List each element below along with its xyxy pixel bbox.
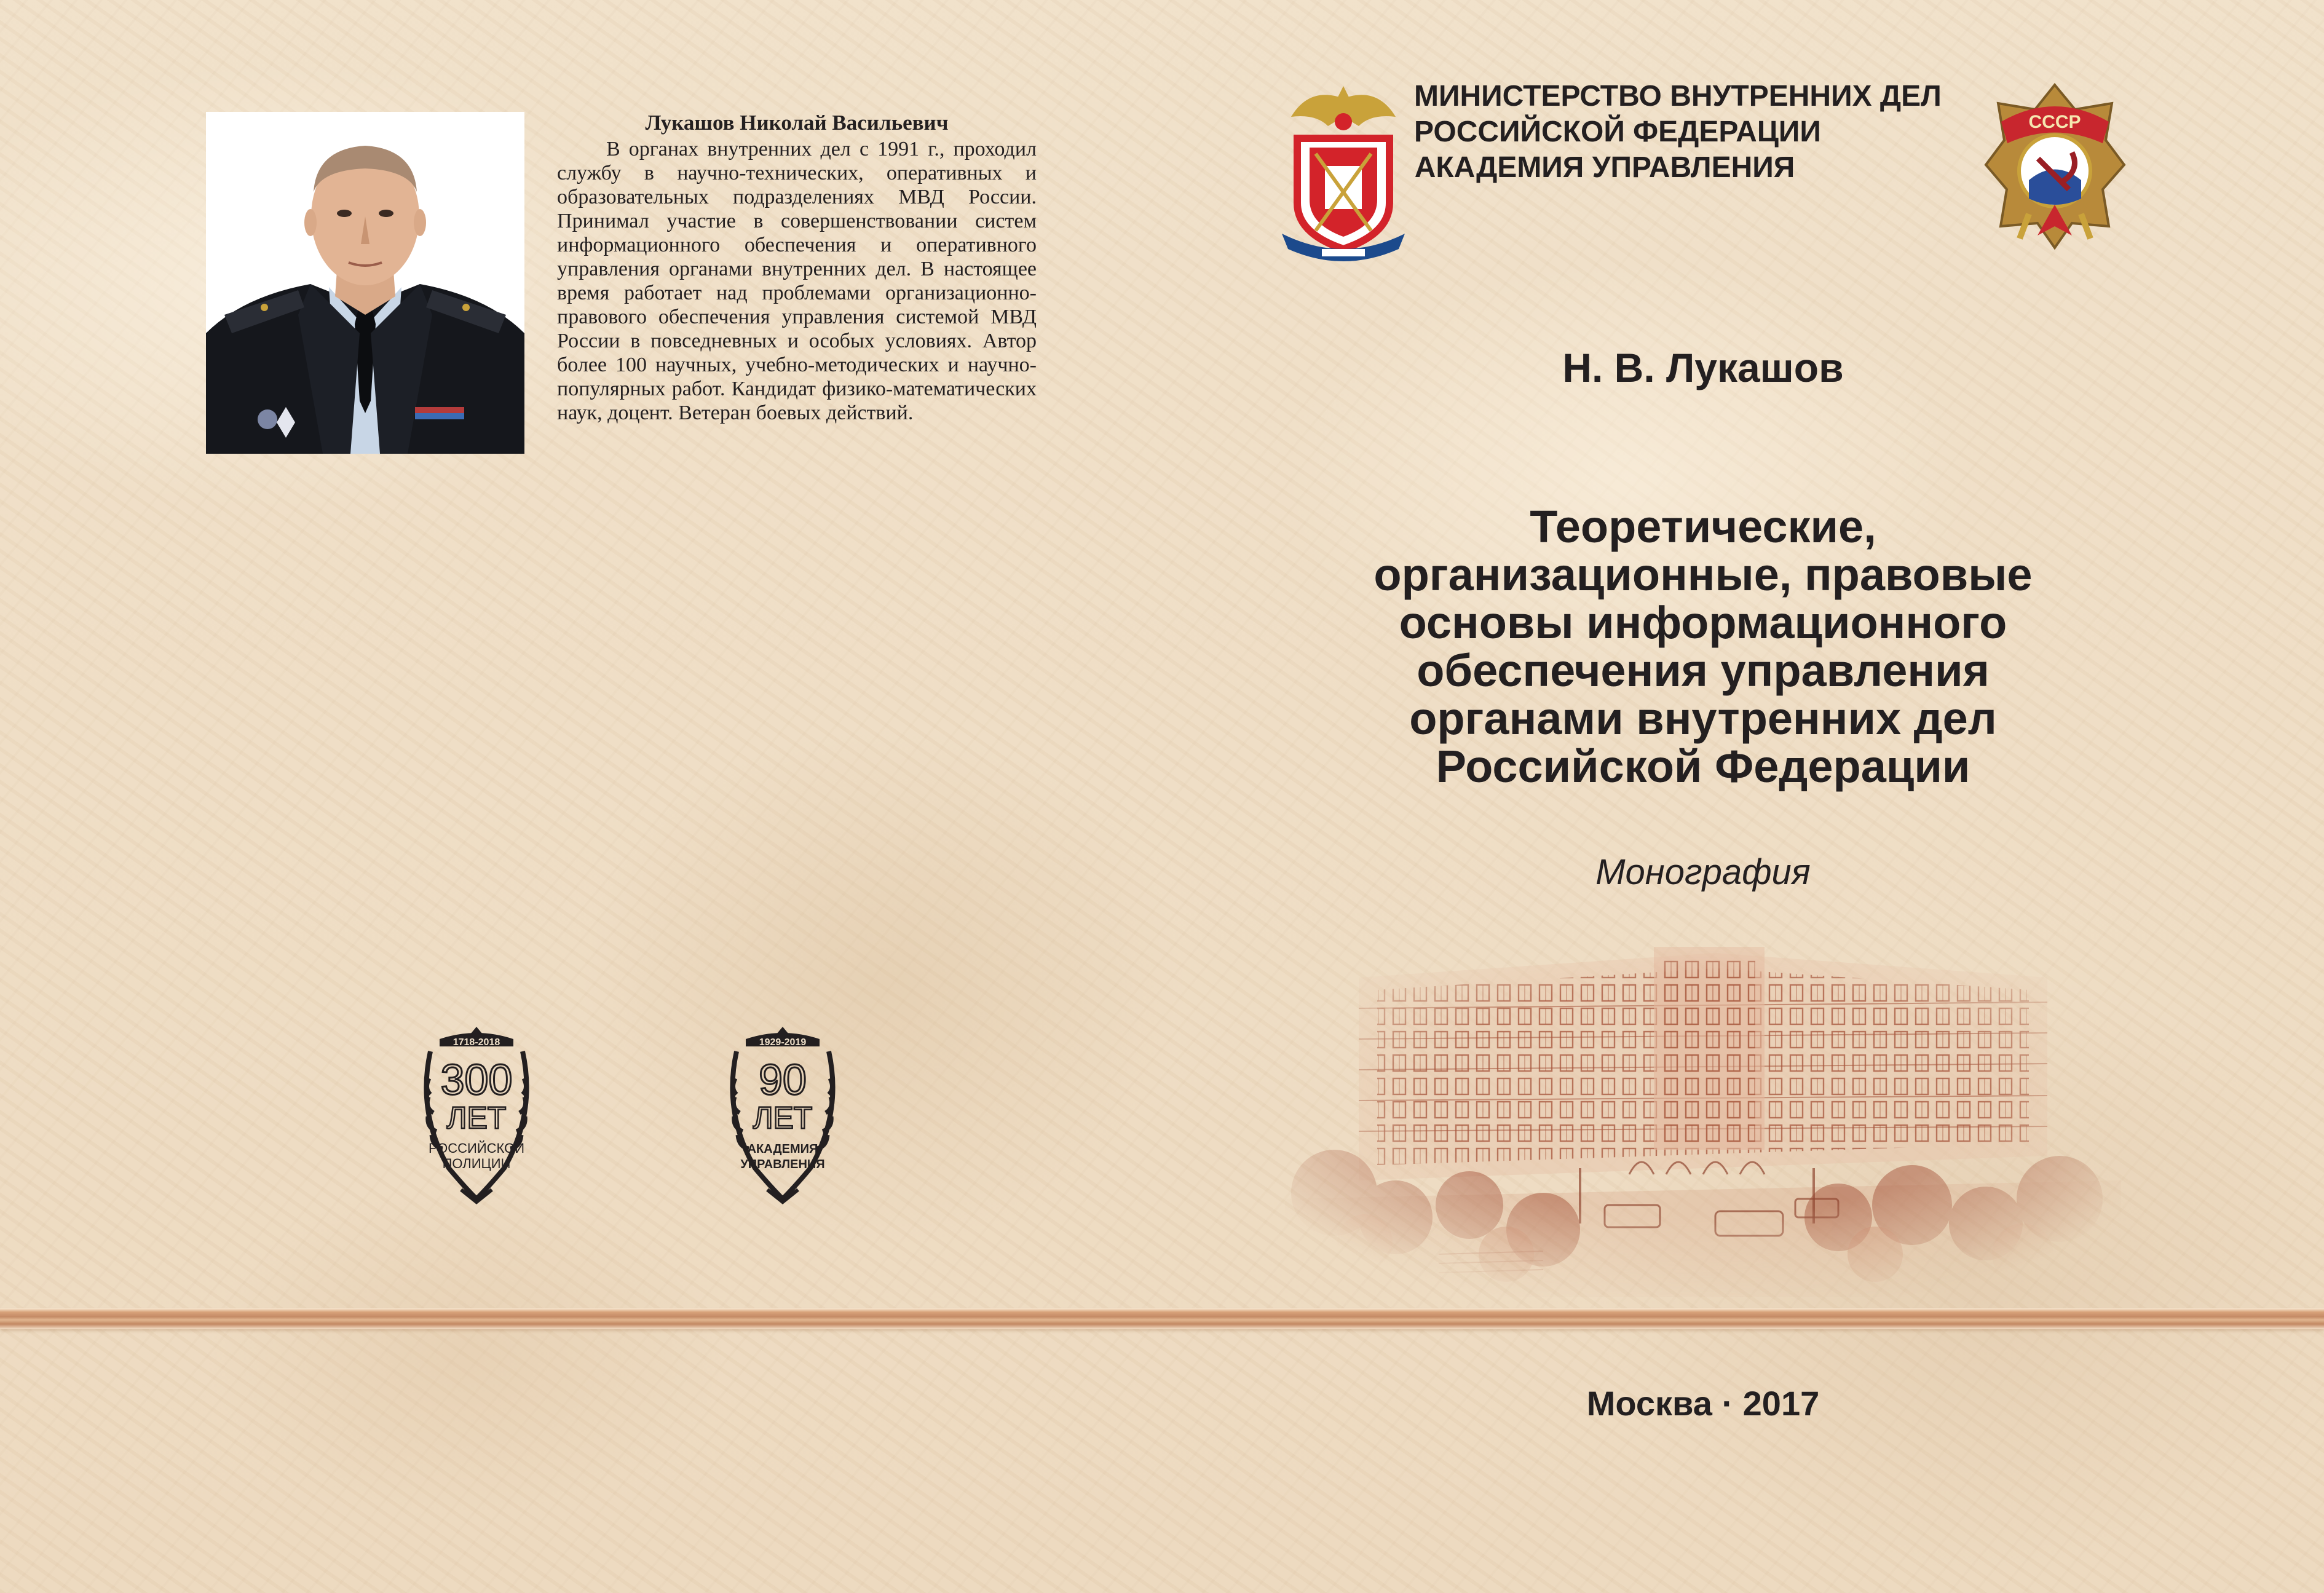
book-type: Монография	[1595, 852, 1811, 892]
bio-author-name: Лукашов Николай Васильевич	[645, 111, 949, 135]
ministry-line-2: РОССИЙСКОЙ ФЕДЕРАЦИИ	[1414, 116, 1821, 148]
title-line-6: Российской Федерации	[1436, 741, 1970, 792]
academy-building-illustration	[1285, 935, 2121, 1297]
emblem-90-years: 1929-2019	[759, 1037, 807, 1048]
title-line-5: органами внутренних дел	[1409, 693, 1997, 744]
emblem-90-years-academy	[718, 1014, 847, 1211]
emblem-300-years: 1718-2018	[453, 1037, 500, 1048]
ministry-line-3: АКАДЕМИЯ УПРАВЛЕНИЯ	[1414, 151, 1795, 184]
ministry-line-1: МИНИСТЕРСТВО ВНУТРЕННИХ ДЕЛ	[1414, 80, 1942, 113]
emblem-90-word: ЛЕТ	[753, 1101, 813, 1135]
emblem-90-line2: УПРАВЛЕНИЯ	[740, 1158, 825, 1171]
title-line-1: Теоретические,	[1530, 501, 1876, 552]
decorative-stripe	[0, 1308, 2324, 1329]
order-red-banner-icon	[1983, 79, 2127, 254]
author-bio	[557, 111, 1037, 425]
emblem-300-line2: ПОЛИЦИИ	[442, 1156, 511, 1171]
emblem-300-number: 300	[440, 1056, 513, 1104]
title-line-3: основы информационного	[1399, 597, 2007, 648]
emblem-300-word: ЛЕТ	[446, 1101, 507, 1135]
emblem-300-years-police	[412, 1014, 541, 1211]
order-badge-text: СССР	[2028, 112, 2081, 132]
title-line-2: организационные, правовые	[1373, 549, 2033, 600]
book-title	[1303, 503, 2103, 791]
emblem-300-line1: РОССИЙСКОЙ	[428, 1140, 525, 1156]
emblem-90-number: 90	[759, 1056, 807, 1104]
author-name: Н. В. Лукашов	[1562, 345, 1844, 390]
ministry-header	[1414, 79, 1942, 186]
publication-city-year: Москва · 2017	[1586, 1384, 1820, 1423]
author-photo	[206, 112, 524, 454]
bio-paragraph: В органах внутренних дел с 1991 г., проходил службу в научно-технических, оперативных и образовательных подразделениях МВД России. Принимал участие в совершенствовании систем информационного обеспечения и оперативного управления органами внутренних дел. В настоящее время работает над проблемами организационно-правового обеспечения управления системой МВД России в повседневных и особых условиях. Автор более 100 научных, учебно-методических и научно-популярных работ. Кандидат физико-математических наук, доцент. Ветеран боевых действий.	[557, 138, 1037, 424]
academy-crest-icon	[1273, 80, 1414, 264]
title-line-4: обеспечения управления	[1417, 645, 1990, 696]
emblem-90-line1: АКАДЕМИЯ	[747, 1142, 818, 1156]
